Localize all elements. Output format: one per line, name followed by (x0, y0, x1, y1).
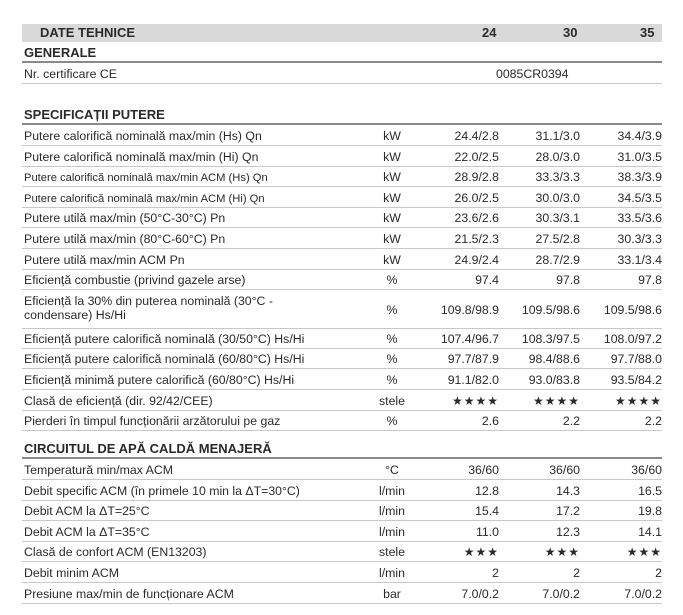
section-title: CIRCUITUL DE APĂ CALDĂ MENAJERĂ (24, 441, 272, 456)
row-value-model-35: 33.1/3.4 (617, 252, 662, 267)
row-unit: % (386, 373, 398, 387)
row-value-model-35: ★★★★ (614, 393, 662, 408)
table-row (22, 481, 662, 501)
row-label: Clasă de confort ACM (EN13203) (24, 545, 207, 560)
table-row (22, 250, 662, 270)
row-value-model-24: 91.1/82.0 (447, 373, 499, 387)
row-unit: % (386, 302, 398, 317)
table-row (22, 542, 662, 562)
row-value-model-24: 24.4/2.8 (454, 129, 499, 143)
row-label: Eficiență minimă putere calorifică (60/80°C) Hs/Hi (24, 373, 295, 387)
row-value-model-35: 2 (655, 566, 662, 580)
row-value-model-30: 97.8 (556, 273, 580, 288)
table-row (22, 329, 662, 349)
row-label: Putere utilă max/min (80°C-60°C) Pn (24, 232, 226, 246)
row-value-model-24: 23.6/2.6 (454, 211, 499, 226)
row-label: Eficiență combustie (privind gazele arse) (24, 273, 246, 288)
row-unit: °C (385, 463, 399, 477)
row-unit: kW (383, 232, 401, 246)
row-value-model-30: 30.0/3.0 (535, 190, 580, 205)
section-title: SPECIFICAȚII PUTERE (24, 107, 165, 122)
row-value-model-35: 14.1 (638, 524, 662, 539)
table-row (22, 411, 662, 431)
row-value-model-24: 97.7/87.9 (447, 352, 499, 367)
row-label: Clasă de eficiență (dir. 92/42/CEE) (24, 393, 213, 408)
row-unit: kW (383, 170, 401, 185)
row-label: Debit ACM la ΔT=25°C (24, 504, 150, 519)
row-value-model-30: 12.3 (556, 524, 580, 539)
row-label: Putere calorifică nominală max/min ACM (Hi) Qn (24, 192, 265, 205)
row-unit: kW (383, 211, 401, 226)
row-value-model-30: 2 (573, 566, 580, 580)
cert-value: 0085CR0394 (496, 67, 569, 81)
row-unit: l/min (379, 524, 405, 539)
row-value-model-24: 11.0 (475, 524, 499, 539)
model-35-header: 35 (640, 25, 655, 40)
table-row (22, 64, 662, 84)
row-value-model-35: 38.3/3.9 (617, 170, 662, 185)
row-value-model-35: 33.5/3.6 (617, 211, 662, 226)
section-generale (22, 43, 662, 63)
section-title: GENERALE (24, 45, 97, 60)
row-label: Debit specific ACM (în primele 10 min la ΔT=30°C) (24, 483, 300, 498)
row-label: Presiune max/min de funcționare ACM (24, 586, 234, 601)
row-value-model-35: 16.5 (638, 483, 662, 498)
row-unit: % (386, 352, 398, 367)
row-value-model-30: 7.0/0.2 (542, 586, 580, 601)
row-label: Putere calorifică nominală max/min (Hi) Qn (24, 149, 259, 164)
row-value-model-30: 28.0/3.0 (535, 149, 580, 164)
section-acm (22, 439, 662, 459)
table-row (22, 501, 662, 521)
row-value-model-30: 31.1/3.0 (535, 129, 580, 143)
row-label: Putere utilă max/min (50°C-30°C) Pn (24, 211, 226, 226)
table-row (22, 270, 662, 290)
row-value-model-24: 109.8/98.9 (440, 302, 499, 317)
row-unit: l/min (379, 483, 405, 498)
table-row (22, 370, 662, 390)
section-putere (22, 105, 662, 125)
table-row (22, 563, 662, 583)
table-row (22, 167, 662, 187)
row-value-model-35: 36/60 (631, 463, 662, 477)
table-row (22, 208, 662, 228)
table-row (22, 349, 662, 369)
model-24-header: 24 (482, 25, 497, 40)
row-value-model-24: 2 (492, 566, 499, 580)
row-label: Eficiență putere calorifică nominală (30/50°C) Hs/Hi (24, 331, 305, 346)
row-value-model-30: ★★★★ (532, 393, 580, 408)
row-unit: stele (379, 545, 405, 560)
table-row (22, 229, 662, 249)
row-value-model-35: 109.5/98.6 (603, 302, 662, 317)
row-value-model-35: ★★★ (626, 545, 662, 560)
row-label: Putere calorifică nominală max/min (Hs) Qn (24, 129, 262, 143)
row-unit: stele (379, 393, 405, 408)
row-value-model-24: 21.5/2.3 (454, 232, 499, 246)
table-row (22, 522, 662, 542)
row-value-model-30: 27.5/2.8 (535, 232, 580, 246)
row-value-model-30: 108.3/97.5 (521, 331, 580, 346)
row-unit: l/min (379, 504, 405, 519)
row-value-model-30: 98.4/88.6 (528, 352, 580, 367)
row-value-model-35: 97.8 (638, 273, 662, 288)
row-value-model-24: 2.6 (481, 414, 499, 429)
row-value-model-30: 33.3/3.3 (535, 170, 580, 185)
row-value-model-35: 34.4/3.9 (617, 129, 662, 143)
row-value-model-24: 24.9/2.4 (454, 252, 499, 267)
table-row (22, 391, 662, 411)
row-value-model-30: ★★★ (544, 545, 580, 560)
row-value-model-35: 34.5/3.5 (617, 190, 662, 205)
table-title: DATE TEHNICE (40, 25, 136, 40)
row-label: Putere calorifică nominală max/min ACM (Hs) Qn (24, 172, 268, 185)
row-unit: l/min (379, 566, 405, 580)
row-value-model-24: ★★★★ (451, 393, 499, 408)
row-value-model-30: 17.2 (556, 504, 580, 519)
row-value-model-24: 97.4 (475, 273, 499, 288)
row-value-model-24: 36/60 (468, 463, 499, 477)
row-value-model-24: ★★★ (463, 545, 499, 560)
row-label: Pierderi în timpul funcționării arzătorului pe gaz (24, 414, 281, 429)
row-label: Debit minim ACM (24, 566, 119, 580)
row-value-model-30: 14.3 (556, 483, 580, 498)
row-unit: kW (383, 190, 401, 205)
row-label: Eficiență putere calorifică nominală (60/80°C) Hs/Hi (24, 352, 305, 367)
table-row (22, 460, 662, 480)
row-unit: % (386, 414, 398, 429)
row-value-model-35: 93.5/84.2 (610, 373, 662, 387)
row-value-model-35: 97.7/88.0 (610, 352, 662, 367)
row-value-model-30: 93.0/83.8 (528, 373, 580, 387)
row-label: Temperatură min/max ACM (24, 463, 173, 477)
row-value-model-24: 107.4/96.7 (440, 331, 499, 346)
row-value-model-24: 7.0/0.2 (461, 586, 499, 601)
row-value-model-35: 19.8 (638, 504, 662, 519)
row-value-model-35: 31.0/3.5 (617, 149, 662, 164)
row-value-model-30: 28.7/2.9 (535, 252, 580, 267)
model-30-header: 30 (563, 25, 578, 40)
row-value-model-30: 30.3/3.1 (535, 211, 580, 226)
row-label: Eficiență la 30% din puterea nominală (30°C - condensare) Hs/Hi (24, 293, 273, 322)
table-row (22, 126, 662, 146)
row-value-model-24: 26.0/2.5 (454, 190, 499, 205)
row-unit: % (386, 331, 398, 346)
row-unit: kW (383, 149, 401, 164)
row-value-model-24: 15.4 (475, 504, 499, 519)
row-value-model-30: 36/60 (549, 463, 580, 477)
row-value-model-24: 28.9/2.8 (454, 170, 499, 185)
row-value-model-30: 109.5/98.6 (521, 302, 580, 317)
row-label: Nr. certificare CE (24, 67, 117, 81)
row-value-model-35: 7.0/0.2 (624, 586, 662, 601)
row-value-model-35: 2.2 (644, 414, 662, 429)
row-unit: kW (383, 129, 401, 143)
row-label: Putere utilă max/min ACM Pn (24, 252, 185, 267)
row-value-model-24: 22.0/2.5 (454, 149, 499, 164)
row-value-model-30: 2.2 (562, 414, 580, 429)
table-row (22, 188, 662, 208)
row-label: Debit ACM la ΔT=35°C (24, 524, 150, 539)
row-value-model-35: 108.0/97.2 (603, 331, 662, 346)
row-value-model-35: 30.3/3.3 (617, 232, 662, 246)
table-row (22, 291, 662, 329)
table-row (22, 147, 662, 167)
row-value-model-24: 12.8 (475, 483, 499, 498)
row-unit: % (386, 273, 398, 288)
row-unit: bar (383, 586, 401, 601)
row-unit: kW (383, 252, 401, 267)
table-row (22, 584, 662, 604)
